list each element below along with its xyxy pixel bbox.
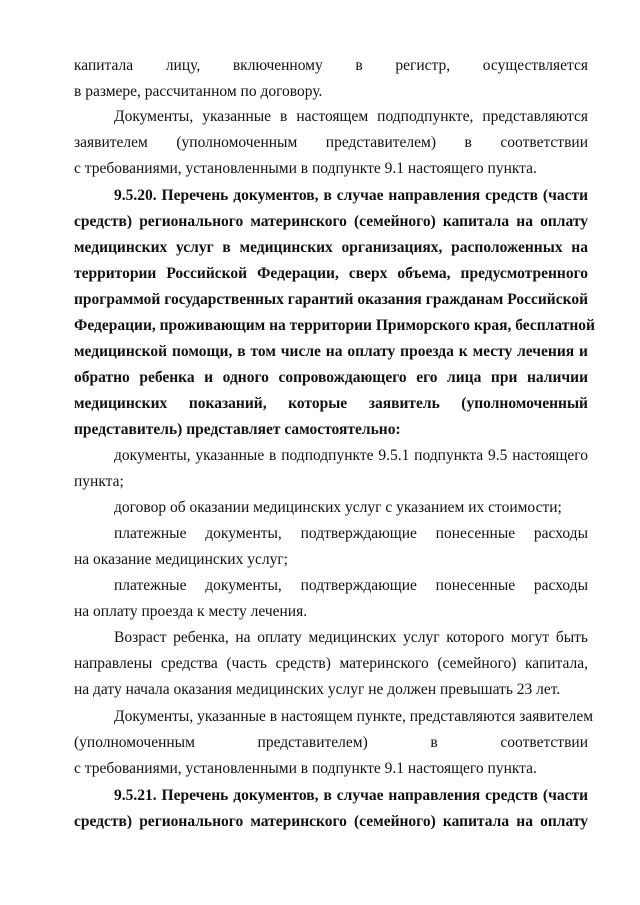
text-line: представитель) представляет самостоятельно: bbox=[74, 421, 401, 438]
text-line: территории Российской Федерации, сверх объема, предусмотренного bbox=[74, 265, 588, 282]
text-line: капитала лицу, включенному в регистр, осуществляется bbox=[74, 57, 588, 74]
text-line: 9.5.20. Перечень документов, в случае направления средств (части bbox=[114, 187, 588, 204]
text-line: медицинских показаний, которые заявитель (уполномоченный bbox=[74, 395, 588, 412]
text-line: медицинских услуг в медицинских организациях, расположенных на bbox=[74, 239, 588, 256]
text-line: средств) регионального материнского (семейного) капитала на оплату bbox=[74, 213, 588, 230]
text-line: Документы, указанные в настоящем пункте, представляются заявителем bbox=[114, 708, 594, 725]
text-line: на оплату проезда к месту лечения. bbox=[74, 603, 308, 620]
text-line: договор об оказании медицинских услуг с указанием их стоимости; bbox=[114, 499, 562, 516]
text-line: платежные документы, подтверждающие понесенные расходы bbox=[114, 525, 588, 542]
text-line: заявителем (уполномоченным представителем) в соответствии bbox=[74, 134, 588, 151]
text-line: направлены средства (часть средств) материнского (семейного) капитала, bbox=[74, 655, 588, 672]
text-line: 9.5.21. Перечень документов, в случае направления средств (части bbox=[114, 787, 588, 804]
text-line: Федерации, проживающим на территории Приморского края, бесплатной bbox=[74, 317, 595, 334]
text-line: обратно ребенка и одного сопровождающего его лица при наличии bbox=[74, 369, 588, 386]
text-line: (уполномоченным представителем) в соответствии bbox=[74, 734, 588, 751]
text-line: на дату начала оказания медицинских услуг не должен превышать 23 лет. bbox=[74, 681, 561, 698]
text-line: документы, указанные в подподпункте 9.5.1 подпункта 9.5 настоящего bbox=[114, 447, 588, 464]
text-line: средств) регионального материнского (семейного) капитала на оплату bbox=[74, 813, 588, 830]
text-line: пункта; bbox=[74, 473, 124, 490]
text-line: платежные документы, подтверждающие понесенные расходы bbox=[114, 577, 588, 594]
text-line: с требованиями, установленными в подпункте 9.1 настоящего пункта. bbox=[74, 760, 537, 777]
text-line: Возраст ребенка, на оплату медицинских услуг которого могут быть bbox=[114, 629, 588, 646]
text-line: в размере, рассчитанном по договору. bbox=[74, 83, 323, 100]
text-line: с требованиями, установленными в подпункте 9.1 настоящего пункта. bbox=[74, 160, 537, 177]
text-line: на оказание медицинских услуг; bbox=[74, 551, 288, 568]
text-line: программой государственных гарантий оказания гражданам Российской bbox=[74, 291, 588, 308]
text-line: медицинской помощи, в том числе на оплату проезда к месту лечения и bbox=[74, 343, 588, 360]
text-line: Документы, указанные в настоящем подподпункте, представляются bbox=[114, 108, 588, 125]
